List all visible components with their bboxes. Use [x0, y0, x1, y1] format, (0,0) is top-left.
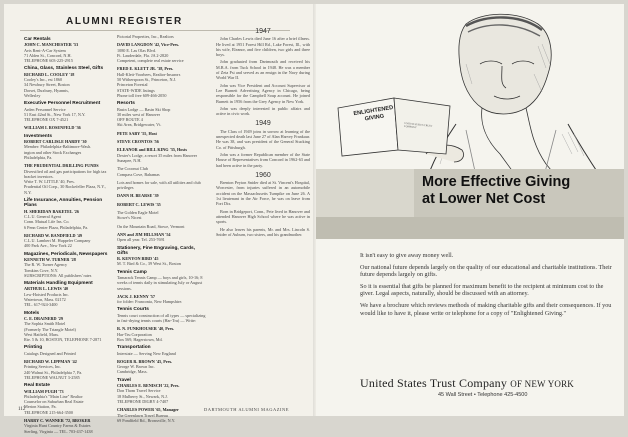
section-title: Materials Handling Equipment	[24, 281, 93, 287]
section-title: Resorts	[117, 101, 135, 107]
entry-line: Interstate — Serving New England	[117, 350, 176, 356]
entry-line: 71 Alden St., Concord, N.H.	[24, 52, 72, 58]
register-entry	[24, 125, 110, 130]
entry-name: JACK J. KENNY '57	[117, 293, 155, 299]
entry-line: TELEPHONE 603-225-2915	[24, 58, 73, 64]
entry-line: Tamarack Tennis Camp — boys and girls, 10-16; 8 weeks of tennis daily in stimulating July or August sessions.	[117, 274, 203, 291]
entry-name: ROGER R. BROWN '45, Pres.	[117, 358, 173, 364]
entry-line: Wellesley	[24, 92, 41, 98]
entry-line: Hall-Klett-Voorhees, Realtor-Insurors	[117, 71, 181, 77]
body-paragraph: We have a brochure which reviews methods of making charitable gifts and their consequences. If you would like to have it, please write or telephone for a copy of "Enlightened Giving."	[360, 301, 612, 317]
entry-line: Counselor on Suburban Real Estate	[24, 399, 84, 405]
entry-name: CHARLES E. BENISCH '22, Pres.	[117, 383, 180, 389]
entry-line: Phone toll free 609-466-2050	[117, 92, 167, 98]
register-entry	[117, 193, 207, 198]
book-title: ENLIGHTENED GIVING	[353, 104, 394, 123]
section-title: Car Rentals	[24, 37, 51, 42]
headline-line-2: at Lower Net Cost	[422, 191, 546, 207]
entry-line: Printing Services, Inc.	[24, 364, 62, 370]
register-entry	[24, 316, 110, 342]
entry-line: Arden Personnel Service	[24, 106, 66, 112]
entry-name: STEVE CRONTOS '56	[117, 139, 159, 145]
entry-name: PETE SABY '55, Host	[117, 130, 157, 136]
register-entry	[117, 359, 207, 375]
class-note-paragraph: John was deeply interested in public affairs and active in civic work.	[216, 105, 310, 117]
class-note-paragraph: John Charles Lewis died June 16 after a brief illness. He lived at 1951 Forest Hill Rd., Lake Forest, Ill., with his wife, Eleanor, and five children, two girls and three boys.	[216, 36, 310, 58]
entry-line: C.L.U. General Agent	[24, 213, 61, 219]
entry-line: 18 Mulberry St., Newark, N.J.	[117, 393, 168, 399]
register-entry	[117, 147, 207, 163]
entry-line: The Sophia Smith Motel	[24, 321, 66, 327]
entry-line: Sterling, Virginia — TEL. 703-437-1438	[24, 428, 93, 434]
book-imprint: UNITED STATES TRUST COMPANY	[403, 121, 433, 130]
entry-line: Competent, complete real estate service	[117, 58, 184, 64]
section-title: Life Insurance, Annuities, Pension Plans	[24, 198, 103, 209]
register-entry	[24, 42, 110, 63]
register-entry	[117, 232, 207, 243]
register-entry	[117, 383, 207, 404]
entry-line: Har-Tru Corporation	[117, 331, 152, 337]
section-title: Tennis Camp	[117, 269, 147, 275]
entry-line: STATE-WIDE listings	[117, 87, 155, 93]
entry-name: ANN and JIM HILLMAN '54	[117, 231, 171, 237]
entry-line: Merion Station, Pa.	[24, 404, 57, 410]
register-entry	[117, 407, 207, 423]
class-note-paragraph: John was Vice President and Account Supervisor at Lee Burnett Advertising Agency in Chicago, being responsible for the Campbell Soup account. He joined Burnett in 1956 from the Grey Agency in New York.	[216, 82, 310, 104]
entry-line: 240 Walnut St., Philadelphia 7, Pa.	[24, 369, 83, 375]
register-entry	[117, 210, 207, 221]
register-entry	[24, 209, 110, 230]
entry-line: ington and other Stock Exchanges	[24, 149, 82, 155]
entry-name: DAVID LANGDON '42, Vice-Pres.	[117, 42, 180, 48]
entry-line: The R. W. Turner Agency	[24, 262, 68, 268]
gray-band	[316, 217, 624, 239]
entry-name: R. KENYON BIRD '45	[117, 256, 159, 262]
entry-line: The Coconut Club	[117, 166, 148, 172]
register-entry	[117, 180, 207, 191]
entry-line: Princeton Forestal	[117, 82, 148, 88]
class-note-paragraph: Born in Bridgeport, Conn., Pete lived in Hanover and attended Hanover High School where he was active in sports.	[216, 208, 310, 225]
section-title: Travel	[117, 377, 131, 383]
register-entry	[24, 139, 110, 160]
entry-line: 400 Park Ave., New York 22	[24, 243, 72, 249]
entry-line: Avis Rent-A-Car System	[24, 47, 66, 53]
entry-line: 51 East 42nd St., New York 17, N.Y.	[24, 111, 86, 117]
page-title: ALUMNI REGISTER	[66, 16, 183, 27]
entry-name: RICHARD W. LIPPMAN '42	[24, 359, 77, 365]
entry-line: Watertown, Mass. 02172	[24, 297, 66, 303]
entry-line: Compass Cove, Bahamas	[117, 171, 160, 177]
section-title: Magazines, Periodicals, Newspapers	[24, 251, 108, 257]
entry-line: Box 569, Hagerstown, Md.	[117, 336, 163, 342]
entry-line: Conn. Mutual Life Ins. Co.	[24, 219, 70, 225]
entry-line: TEL. 617-924-3400	[24, 302, 58, 308]
page-number: 112	[18, 407, 26, 412]
entry-name: R. N. FUNKHOUSER '40, Pres.	[117, 326, 175, 332]
entry-line: for folder: Franconia, New Hampshire.	[117, 299, 183, 305]
company-suffix: OF NEW YORK	[510, 379, 574, 389]
left-page	[4, 4, 316, 434]
register-entry	[24, 286, 110, 307]
entry-line: Write T. W. LITTLE '40, Pres.	[24, 179, 75, 185]
entry-line: Philadelphia, Pa.	[24, 154, 53, 160]
headline-line-1: More Effective Giving	[422, 174, 571, 190]
entry-name: THE PRUDENTIAL DRILLING FUNDS	[24, 163, 99, 169]
entry-name: H. SHERIDAN BAKETEL '26	[24, 208, 79, 214]
register-entry	[24, 163, 110, 195]
register-entry	[117, 326, 207, 342]
body-paragraph: It isn't easy to give away money well.	[360, 252, 454, 259]
entry-line: The Golden Eagle Motel	[117, 210, 159, 216]
register-entry	[24, 107, 110, 123]
company-name-text: United States Trust Company	[360, 376, 508, 390]
body-paragraph: Our national future depends largely on the quality of our educational and charitable institutions. Their future depends largely on gifts.	[360, 263, 612, 279]
entry-line: TELEPHONE WALNUT 3-2585	[24, 374, 80, 380]
register-entry	[117, 131, 207, 136]
register-entry	[117, 351, 207, 356]
entry-line: TELEPHONE DIGBY 4-7407	[117, 398, 169, 404]
register-entry	[117, 256, 207, 267]
entry-line: Basin Lodge — Basin Ski Shop	[117, 106, 171, 112]
class-notes-column	[216, 24, 310, 239]
section-title: China, Glass, Stainless Steel, Gifts	[24, 66, 104, 72]
running-head: DARTMOUTH ALUMNI MAGAZINE	[204, 407, 289, 412]
entry-line: Catalogs Designed and Printed	[24, 350, 76, 356]
register-column-2	[117, 34, 207, 426]
entry-line: (Formerly The Triangle Motel)	[24, 326, 76, 332]
entry-line: TELEPHONE OX 7-4521	[24, 117, 69, 123]
gray-panel	[316, 169, 414, 217]
register-entry	[24, 233, 110, 249]
entry-line: Philadelphia's "Main Line" Realtor	[24, 393, 83, 399]
entry-line: M. T. Bird & Co., 39 West St., Boston	[117, 261, 181, 267]
entry-line: 30 miles west of Hanover	[117, 111, 161, 117]
register-entry	[24, 72, 110, 98]
entry-name: WILLIAM I. ROSENFELD '36	[24, 125, 81, 131]
entry-name: HARRY C. WANNER '72, BROKER	[24, 418, 91, 423]
entry-name: RICHARD W. BANDFIELD '49	[24, 232, 82, 238]
entry-line: Ski Area, Bridgewater, Vt.	[117, 122, 162, 128]
entry-line: West Hatfield, Mass.	[24, 331, 60, 337]
entry-line: Open all year. Tel. 253-7691	[117, 237, 165, 243]
entry-line: On the Mountain Road, Stowe, Vermont	[117, 223, 185, 229]
class-year-heading: 1949	[255, 120, 271, 128]
right-page-ad	[316, 4, 624, 416]
entry-name: DANN H. BEARSE '39	[117, 193, 159, 199]
entry-line: Rte. 5 & 10, BOSTON, TELEPHONE 7-2871	[24, 337, 102, 343]
entry-line: Stowe's Nicest	[117, 215, 142, 221]
class-note-paragraph: John graduated from Dartmouth and received his M.B.A. from Tuck School in 1948. He was a member of Zeta Psi and served as an ensign in the Navy during World War II.	[216, 59, 310, 81]
entry-name: KENNETH W. TURNER '28	[24, 256, 76, 262]
entry-name: CHARLES POWER '65, Manager	[117, 407, 179, 413]
entry-line: Don Thom Travel Service	[117, 388, 161, 394]
entry-name: ELEANOR and BILL KING '35, Hosts	[117, 147, 188, 153]
register-entry	[117, 224, 207, 229]
register-entry	[117, 139, 207, 144]
register-entry	[24, 351, 110, 356]
register-entry	[117, 107, 207, 128]
register-entry	[117, 202, 207, 207]
register-entry	[117, 313, 207, 324]
entry-line: 1080 E. Las Olas Blvd.	[117, 47, 157, 53]
class-year-heading: 1947	[255, 28, 271, 35]
register-entry	[117, 294, 207, 305]
entry-line: Sunapee, N.H.	[117, 157, 142, 163]
entry-line: SUBSCRIPTIONS: All publishers' rates	[24, 272, 92, 278]
company-name	[360, 376, 574, 391]
register-entry	[24, 257, 110, 278]
entry-line: Virginia Hunt Country Farms & Estates	[24, 423, 91, 429]
entry-name: ROBERT C. LEWIS '35	[117, 201, 161, 207]
register-entry	[117, 275, 207, 291]
section-title: Tennis Courts	[117, 307, 149, 313]
entry-line: Dorset, Duxbury, Hyannis,	[24, 87, 69, 93]
headline-box	[414, 169, 624, 217]
register-entry	[117, 66, 207, 98]
entry-line: Member: Philadelphia-Baltimore-Wash.	[24, 144, 92, 150]
class-note-paragraph: The Class of 1949 joins in sorrow at learning of the unexpected death last June 27 of Alan Harvey Frankaur. He was 38, and was president of the General Stucking Co. of Pittsburgh.	[216, 128, 310, 150]
entry-name: C. E. DRAINERD '29	[24, 315, 63, 321]
entry-line: 50 Witherspoon St., Princeton, N.J.	[117, 77, 177, 83]
register-entry	[24, 389, 110, 415]
entry-line: Lots and homes for sale, with all utilities and club privileges	[117, 179, 201, 191]
section-title: Stationery, Fine Engraving, Cards, Gifts	[117, 245, 196, 256]
entry-line: Tennis court construction of all types — specializing in fast-drying tennis courts (Har-Tru) — Write:	[117, 312, 206, 324]
section-title: Real Estate	[24, 383, 50, 389]
entry-name: JOHN C. MANCHESTER '53	[24, 42, 79, 48]
section-title: Investments	[24, 133, 52, 139]
entry-line: The Greenlawn Travel Bureau	[117, 412, 168, 418]
entry-name: ARTHUR L. LEWIS '40	[24, 286, 69, 292]
entry-line: Tomkins Cove, N.Y.	[24, 267, 59, 273]
entry-line: Prudential Oil Corp., 30 Rockefeller Plaza, N.Y., N.Y.	[24, 184, 106, 195]
class-note-paragraph: Brenton Peyton Snider died at St. Vincent's Hospital, Worcester, from injuries suffered in an automobile accident on the Massachusetts Turnpike on June 26. A 1st lieutenant in the Air Force, he was on leave from Fort Dix.	[216, 180, 310, 207]
section-title: Executive Personnel Recruitment	[24, 101, 101, 107]
entry-line: Diversified oil and gas participations for high tax bracket investors.	[24, 168, 107, 179]
section-title: Motels	[24, 310, 40, 316]
register-entry	[24, 359, 110, 380]
entry-line: Ft. Lauderdale, Fla. JA 2-2820	[117, 52, 169, 58]
entry-line: OFF ROUTE 4	[117, 117, 143, 123]
company-address: 45 Wall Street • Telephone 425-4500	[438, 392, 528, 398]
entry-line: Cambridge, Mass.	[117, 369, 148, 375]
entry-line: TELEPHONE 215-664-3500	[24, 409, 73, 415]
register-entry	[24, 418, 110, 434]
section-title: Printing	[24, 345, 43, 351]
class-year-heading: 1960	[255, 171, 271, 179]
section-title: Transportation	[117, 345, 151, 351]
body-paragraph: So it is essential that gifts be planned for maximum benefit to the recipient at minimum cost to the giver. Legal aspects, naturally, should be discussed with an attorney.	[360, 282, 604, 298]
entry-line: 6 Penn Center Plaza, Philadelphia, Pa.	[24, 224, 89, 230]
entry-line: Pictorial Properties, Inc., Realtors	[117, 34, 174, 39]
ad-body-copy	[360, 252, 612, 321]
class-note-paragraph: He also leaves his parents, Mr. and Mrs. Lincoln S. Snider of Auburn, two sisters, and his grandmother.	[216, 226, 310, 237]
entry-line: George W. Brown Inc.	[117, 364, 155, 370]
entry-line: Dexter's Lodge, a resort 35 miles from Hanover	[117, 152, 198, 158]
class-note-paragraph: John was a former Republican member of the State House of Representatives from Concord in 1962-63 and had been active in the party.	[216, 151, 310, 168]
entry-name: ROBERT CARLISLE HARDY '30	[24, 139, 87, 145]
register-entry	[117, 166, 207, 177]
entry-name: WILLIAM PUGH '73	[24, 388, 64, 394]
register-column-1	[24, 34, 110, 437]
entry-line: 34 Newbury Street, Boston	[24, 82, 70, 88]
register-entry	[117, 34, 207, 39]
entry-line: 69 Pondfield Rd., Bronxville, N.Y.	[117, 417, 176, 423]
entry-name: RICHARD L. COOLEY '18	[24, 71, 75, 77]
entry-name: FRED E. KLETT JR. '38, Pres.	[117, 66, 174, 72]
entry-line: Lew-Hoisted Products Inc.	[24, 291, 70, 297]
entry-line: Cooley's Inc., est 1860	[24, 77, 63, 83]
register-entry	[117, 42, 207, 63]
entry-line: C.L.U. Lambert M. Huppeler Company	[24, 238, 91, 244]
